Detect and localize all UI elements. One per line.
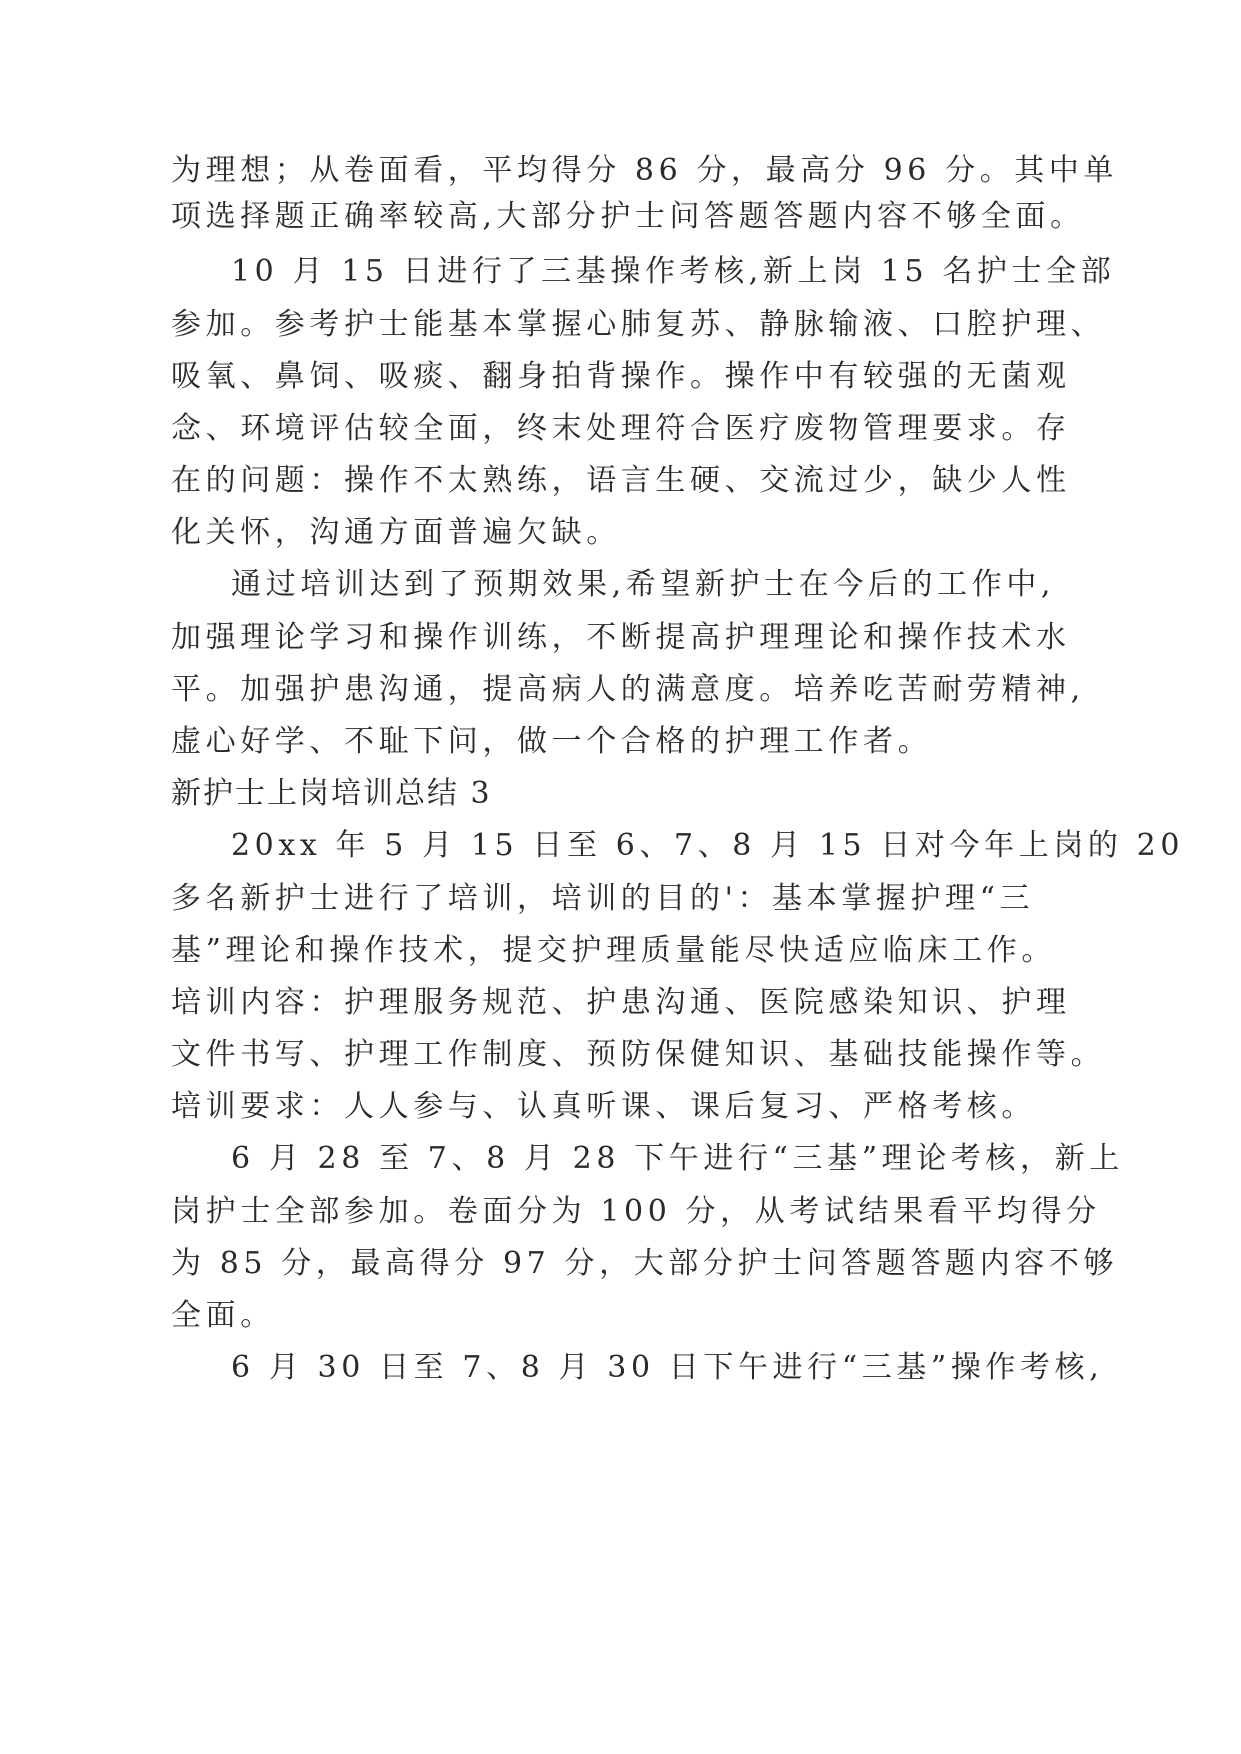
section-heading: 新护士上岗培训总结 3: [171, 776, 492, 811]
paragraph-start-line: 通过培训达到了预期效果,希望新护士在今后的工作中,: [231, 567, 1056, 602]
text-line: 虚心好学、不耻下问，做一个合格的护理工作者。: [171, 724, 933, 759]
text-line: 加强理论学习和操作训练，不断提高护理理论和操作技术水: [171, 620, 1071, 655]
text-line: 多名新护士进行了培训，培训的目的'：基本掌握护理“三: [171, 881, 1035, 916]
text-line: 培训内容：护理服务规范、护患沟通、医院感染知识、护理: [171, 985, 1071, 1020]
paragraph-start-line: 10 月 15 日进行了三基操作考核,新上岗 15 名护士全部: [231, 254, 1116, 289]
text-line: 基”理论和操作技术，提交护理质量能尽快适应临床工作。: [171, 933, 1056, 968]
text-line: 培训要求：人人参与、认真听课、课后复习、严格考核。: [171, 1089, 1036, 1124]
text-line: 为 85 分，最高得分 97 分，大部分护士问答题答题内容不够: [171, 1246, 1119, 1281]
text-line: 文件书写、护理工作制度、预防保健知识、基础技能操作等。: [171, 1037, 1106, 1072]
text-line: 在的问题：操作不太熟练，语言生硬、交流过少，缺少人性: [171, 463, 1071, 498]
text-line: 为理想；从卷面看，平均得分 86 分，最高分 96 分。其中单: [171, 153, 1119, 188]
paragraph-start-line: 20xx 年 5 月 15 日至 6、7、8 月 15 日对今年上岗的 20: [231, 828, 1185, 863]
text-line: 全面。: [171, 1298, 275, 1333]
text-line: 吸氧、鼻饲、吸痰、翻身拍背操作。操作中有较强的无菌观: [171, 359, 1071, 394]
text-line: 化关怀，沟通方面普遍欠缺。: [171, 515, 621, 550]
text-line: 平。加强护患沟通，提高病人的满意度。培养吃苦耐劳精神,: [171, 672, 1085, 707]
text-line: 参加。参考护士能基本掌握心肺复苏、静脉输液、口腔护理、: [171, 307, 1106, 342]
paragraph-start-line: 6 月 28 至 7、8 月 28 下午进行“三基”理论考核，新上: [231, 1141, 1124, 1176]
text-line: 念、环境评估较全面，终末处理符合医疗废物管理要求。存: [171, 411, 1071, 446]
text-line: 岗护士全部参加。卷面分为 100 分，从考试结果看平均得分: [171, 1194, 1101, 1229]
paragraph-start-line: 6 月 30 日至 7、8 月 30 日下午进行“三基”操作考核,: [231, 1350, 1104, 1385]
text-line: 项选择题正确率较高,大部分护士问答题答题内容不够全面。: [171, 199, 1085, 234]
